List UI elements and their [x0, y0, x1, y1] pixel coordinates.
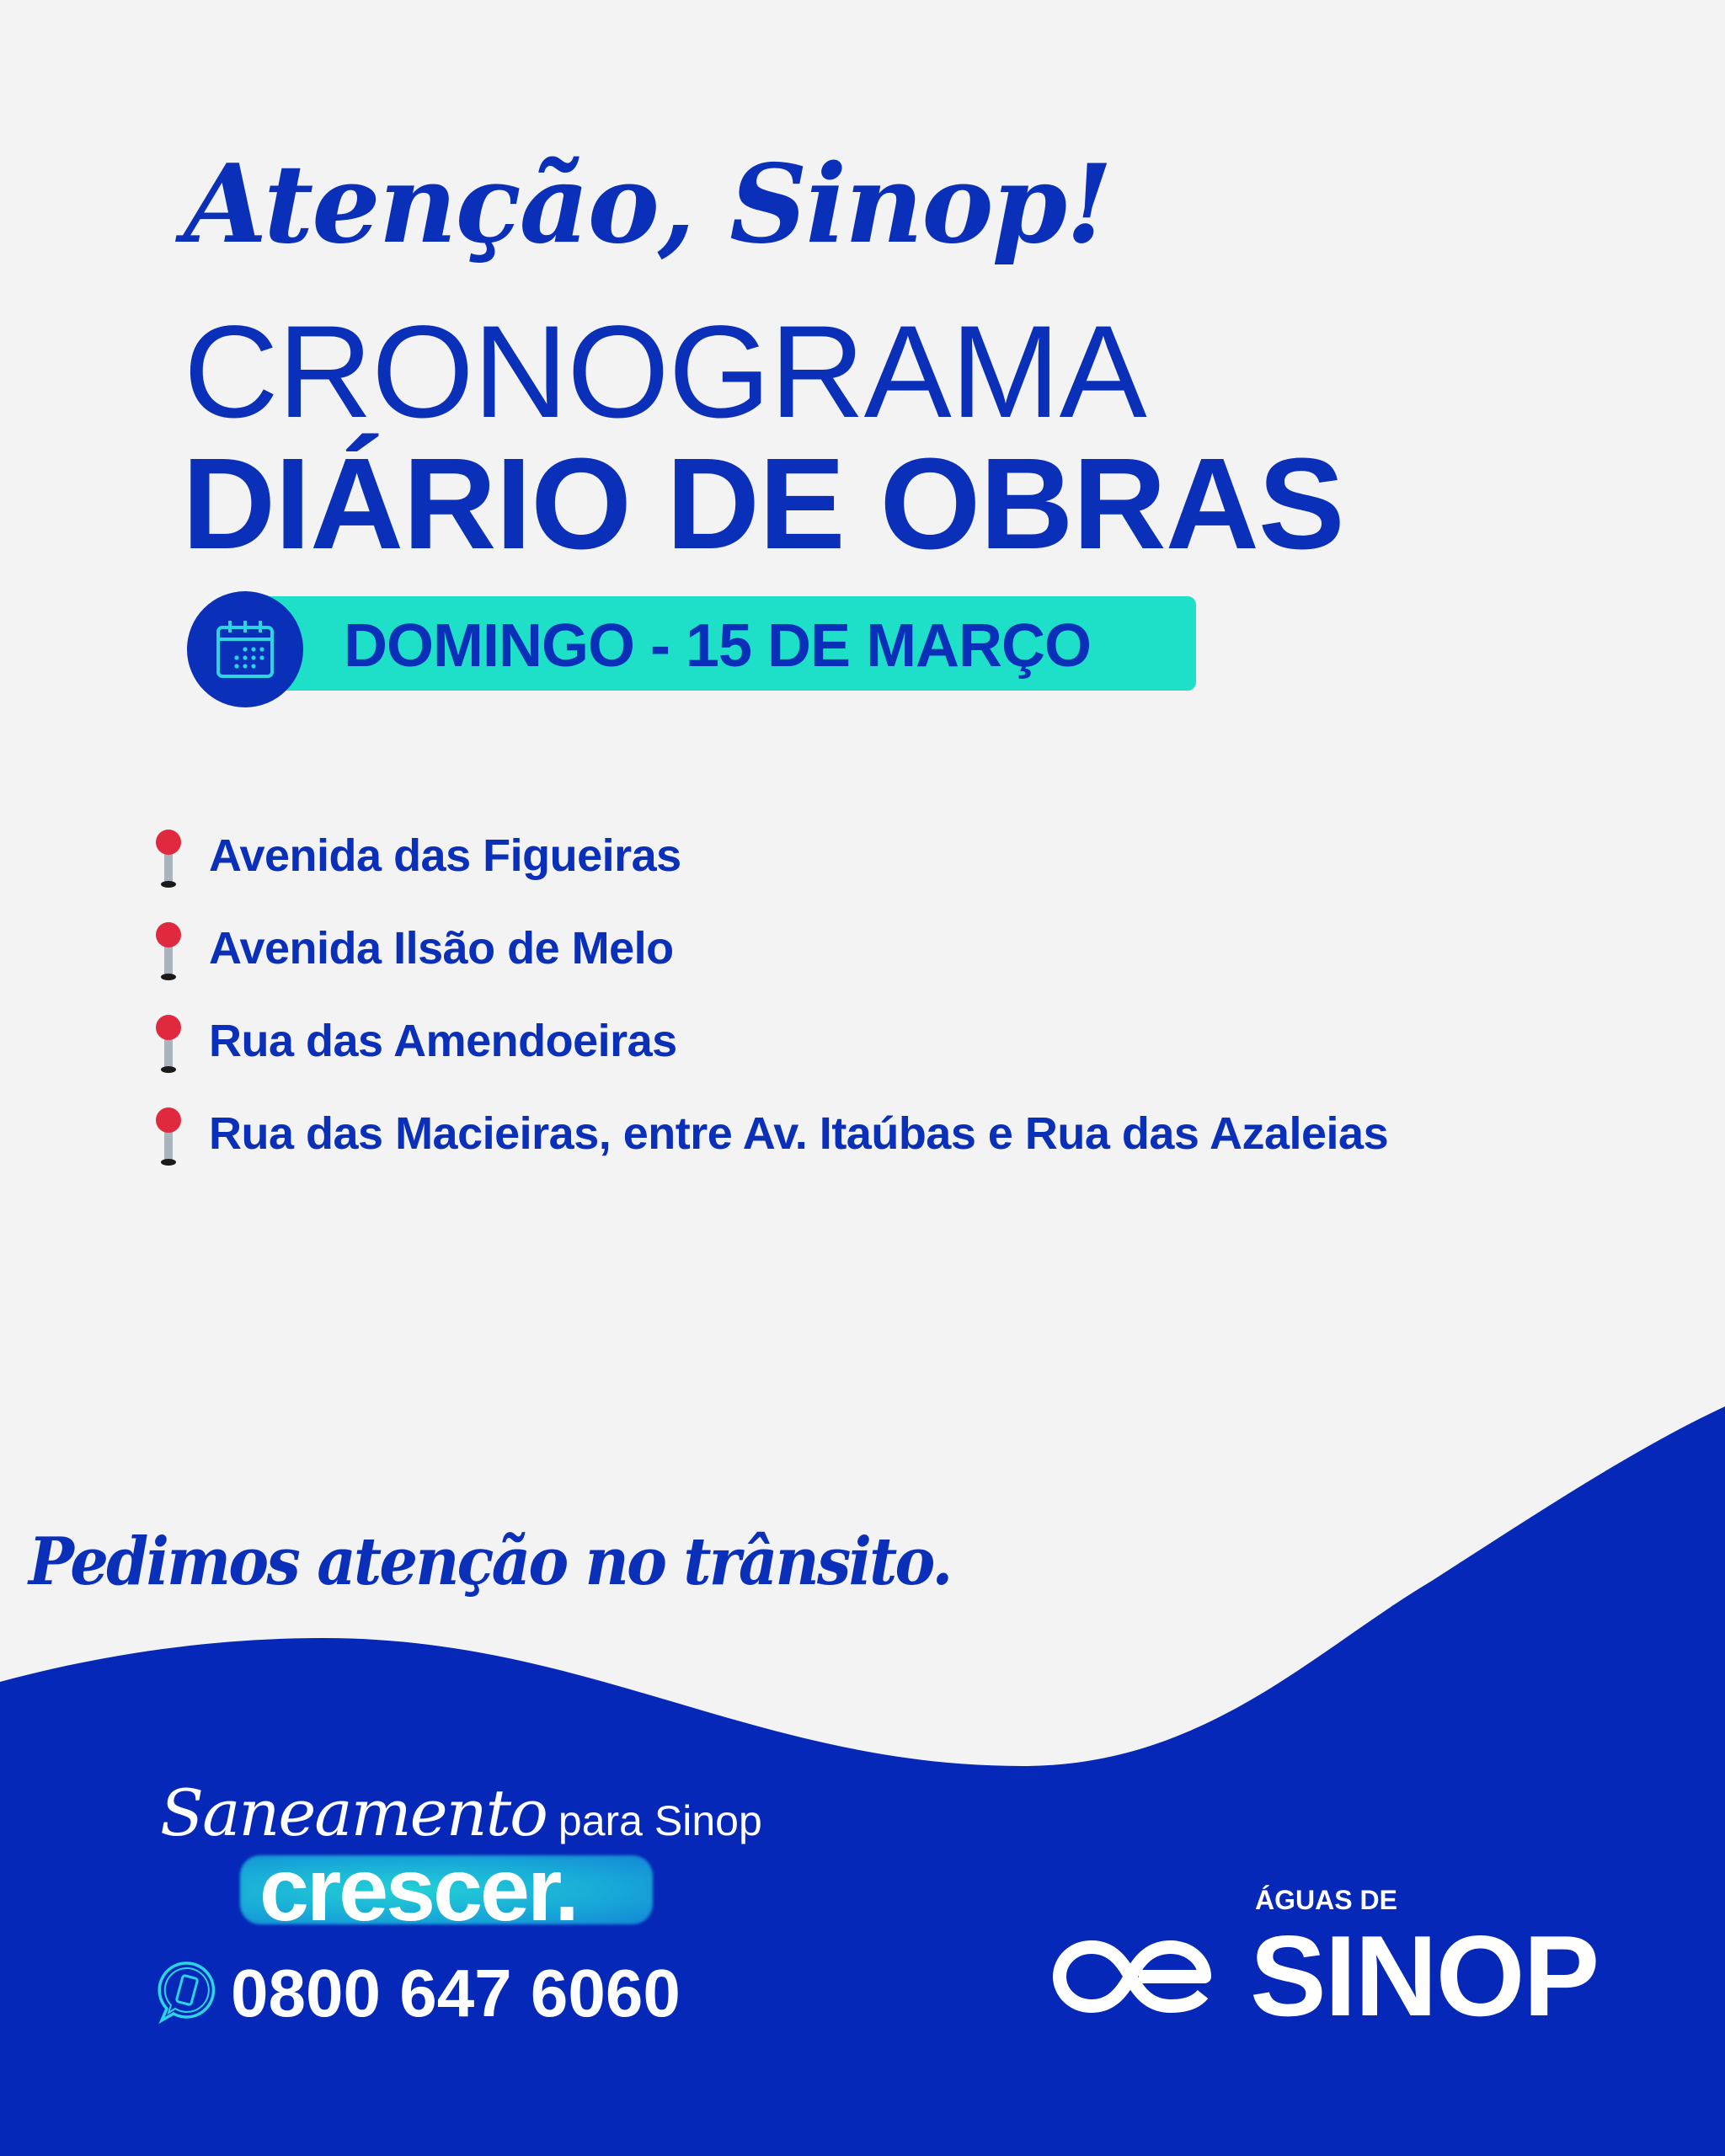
slogan-script: Saneamento [160, 1775, 547, 1850]
round-pushpin-icon [143, 822, 194, 889]
street-name: Rua das Macieiras, entre Av. Itaúbas e Rua das Azaleias [209, 1108, 1389, 1159]
list-item [143, 822, 681, 889]
round-pushpin-icon [143, 1007, 194, 1075]
closing-message: Pedimos atenção no trânsito. [29, 1524, 951, 1600]
phone-number: 0800 647 6060 [231, 1956, 681, 2031]
street-name: Avenida Ilsão de Melo [209, 923, 674, 974]
brand-name: SINOP [1250, 1912, 1599, 2040]
greeting-heading: Atenção, Sinop! [184, 141, 1112, 268]
round-pushpin-icon [143, 1100, 194, 1167]
slogan-small: para Sinop [558, 1797, 762, 1844]
round-pushpin-icon [143, 915, 194, 982]
date-label: DOMINGO - 15 DE MARÇO [344, 612, 1092, 680]
calendar-icon [210, 614, 280, 685]
ae-logo-icon [1048, 1932, 1220, 2021]
street-name: Avenida das Figueiras [209, 830, 681, 881]
slogan-bold: crescer. [259, 1840, 577, 1940]
title-line-2: DIÁRIO DE OBRAS [182, 431, 1344, 576]
whatsapp-phone-icon [155, 1958, 219, 2025]
list-item [143, 915, 674, 982]
list-item [143, 1100, 1388, 1167]
title-line-1: CRONOGRAMA [184, 299, 1146, 446]
calendar-badge [187, 591, 303, 707]
brand-top-label: ÁGUAS DE [1255, 1885, 1397, 1915]
list-item [143, 1007, 677, 1075]
street-name: Rua das Amendoeiras [209, 1016, 677, 1066]
